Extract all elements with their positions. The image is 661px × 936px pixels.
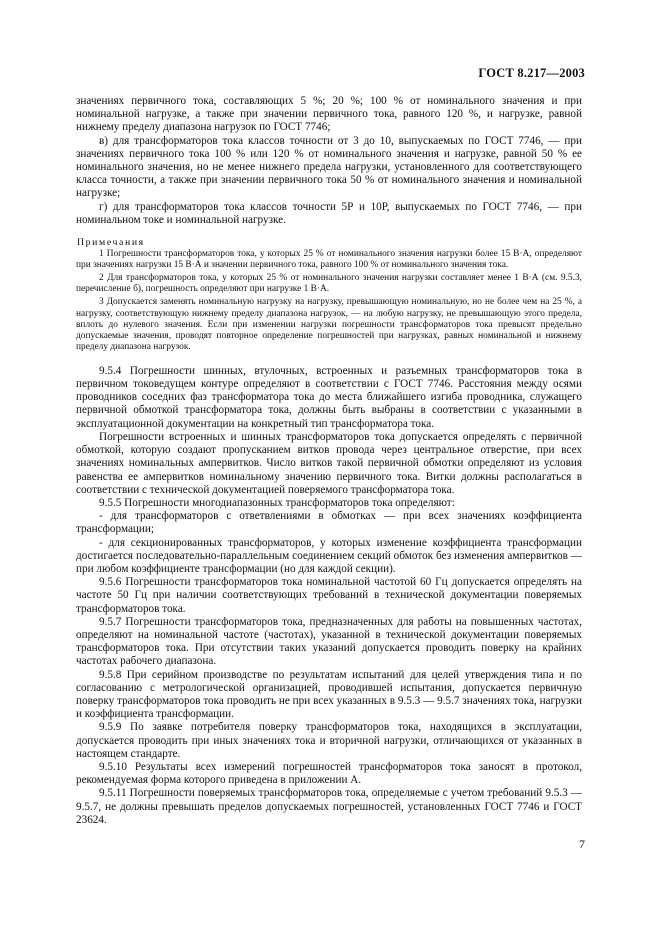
paragraph-continuation: значениях первичного тока, составляющих 5 %; 20 %; 100 % от номинального значения и при номинальной нагрузке, а также при значении первичного тока, равного 120 %, и нагрузке, равной нижнему пределу диапазона нагрузок по ГОСТ 7746; bbox=[76, 95, 582, 134]
paragraph-9-5-4-continued: Погрешности встроенных и шинных трансформаторов тока допускается определять с первичной обмоткой, которую создают пропусканием витков провода через центральное отверстие, при всех значениях номинальных ампервитков. Число витков такой первичной обмотки определяют из условия равенства ее ампервитков номинальному значению первичного тока. Витки должны располагаться в соответствии с технической документацией поверяемого трансформатора тока. bbox=[76, 430, 582, 496]
paragraph-9-5-8: 9.5.8 При серийном производстве по результатам испытаний для целей утверждения типа и по согласованию с метрологической организацией, проводившей испытания, допускается первичную поверку трансформаторов тока проводить не при всех указанных в 9.5.3 — 9.5.7 значениях тока, нагрузки и коэффициента трансформации. bbox=[76, 668, 582, 721]
paragraph-9-5-9: 9.5.9 По заявке потребителя поверку трансформаторов тока, находящихся в эксплуатации, допускается проводить при иных значениях тока и вторичной нагрузки, отличающихся от указанных в настоящем стандарте. bbox=[76, 721, 582, 760]
list-item-taps: - для трансформаторов с ответвлениями в обмотках — при всех значениях коэффициента трансформации; bbox=[76, 510, 582, 536]
paragraph-item-g: г) для трансформаторов тока классов точности 5Р и 10Р, выпускаемых по ГОСТ 7746, — при номинальном токе и номинальной нагрузке. bbox=[76, 200, 582, 226]
paragraph-9-5-5: 9.5.5 Погрешности многодиапазонных трансформаторов тока определяют: bbox=[99, 496, 455, 509]
paragraph-item-v: в) для трансформаторов тока классов точности от 3 до 10, выпускаемых по ГОСТ 7746, — при значениях первичного тока 100 % или 120 % от номинального значения и нагрузке, равной 50 % ее номинального значения, но не менее нижнего предела нагрузки, установленного для соответствующего класса точности, а также при значении первичного тока 50 % от номинального значения и номинальной нагрузке; bbox=[76, 134, 582, 200]
note-item: 3 Допускается заменять номинальную нагрузку на нагрузку, превышающую номинальную, но не более чем на 25 %, а нагрузку, соответствующую нижнему пределу диапазона нагрузок, — на любую нагрузку, не превышающую этого предела, вплоть до нулевого значения. Если при изменении нагрузки погрешности трансформаторов тока превысят предельно допускаемые значения, проводят повторное определение погрешностей при нагрузках, равных номинальной и нижнему пределу диапазона нагрузок. bbox=[76, 297, 582, 352]
page-content bbox=[76, 95, 582, 827]
page-number: 7 bbox=[579, 837, 585, 851]
paragraph-9-5-4: 9.5.4 Погрешности шинных, втулочных, встроенных и разъемных трансформаторов тока в первичном токоведущем контуре определяют в соответствии с ГОСТ 7746. Расстояния между осями проводников соседних фаз трансформатора тока до места ближайшего изгиба проводника, служащего первичной обмоткой трансформатора тока, должны быть выбраны в соответствии с указанными в эксплуатационной документации на конкретный тип трансформатора тока. bbox=[76, 364, 582, 430]
paragraph-9-5-11: 9.5.11 Погрешности поверяемых трансформаторов тока, определяемые с учетом требований 9.5.3 — 9.5.7, не должны превышать пределов допускаемых погрешностей, установленных ГОСТ 7746 и ГОСТ 23624. bbox=[76, 787, 582, 826]
note-item: 1 Погрешности трансформаторов тока, у которых 25 % от номинального значения нагрузки более 15 В·А, определяют при значениях нагрузки 15 В·А и значении первичного тока, равного 100 % от номинального значения тока. bbox=[76, 249, 582, 271]
list-item-sectioned: - для секционированных трансформаторов, у которых изменение коэффициента трансформации достигается последовательно-параллельным соединением секций обмоток без изменения ампервитков — при любом коэффициенте трансформации (но для каждой секции). bbox=[76, 536, 582, 575]
paragraph-9-5-10: 9.5.10 Результаты всех измерений погрешностей трансформаторов тока заносят в протокол, рекомендуемая форма которого приведена в приложении А. bbox=[76, 760, 582, 787]
document-code-header: ГОСТ 8.217—2003 bbox=[478, 66, 585, 80]
paragraph-9-5-7: 9.5.7 Погрешности трансформаторов тока, предназначенных для работы на повышенных частотах, определяют на номинальной частоте (частотах), указанной в технической документации поверяемых трансформаторов тока. При отсутствии таких указаний допускается проводить поверку на крайних частотах рабочего диапазона. bbox=[76, 615, 582, 668]
notes-title: Примечания bbox=[77, 237, 145, 249]
note-item: 2 Для трансформаторов тока, у которых 25 % от номинального значения нагрузки составляет менее 1 В·А (см. 9.5.3, перечисление б), погрешность определяют при нагрузке 1 В·А. bbox=[76, 273, 582, 295]
paragraph-9-5-6: 9.5.6 Погрешности трансформаторов тока номинальной частотой 60 Гц допускается определять на частоте 50 Гц при наличии соответствующих требований в технической документации поверяемых трансформаторов тока. bbox=[76, 576, 582, 615]
